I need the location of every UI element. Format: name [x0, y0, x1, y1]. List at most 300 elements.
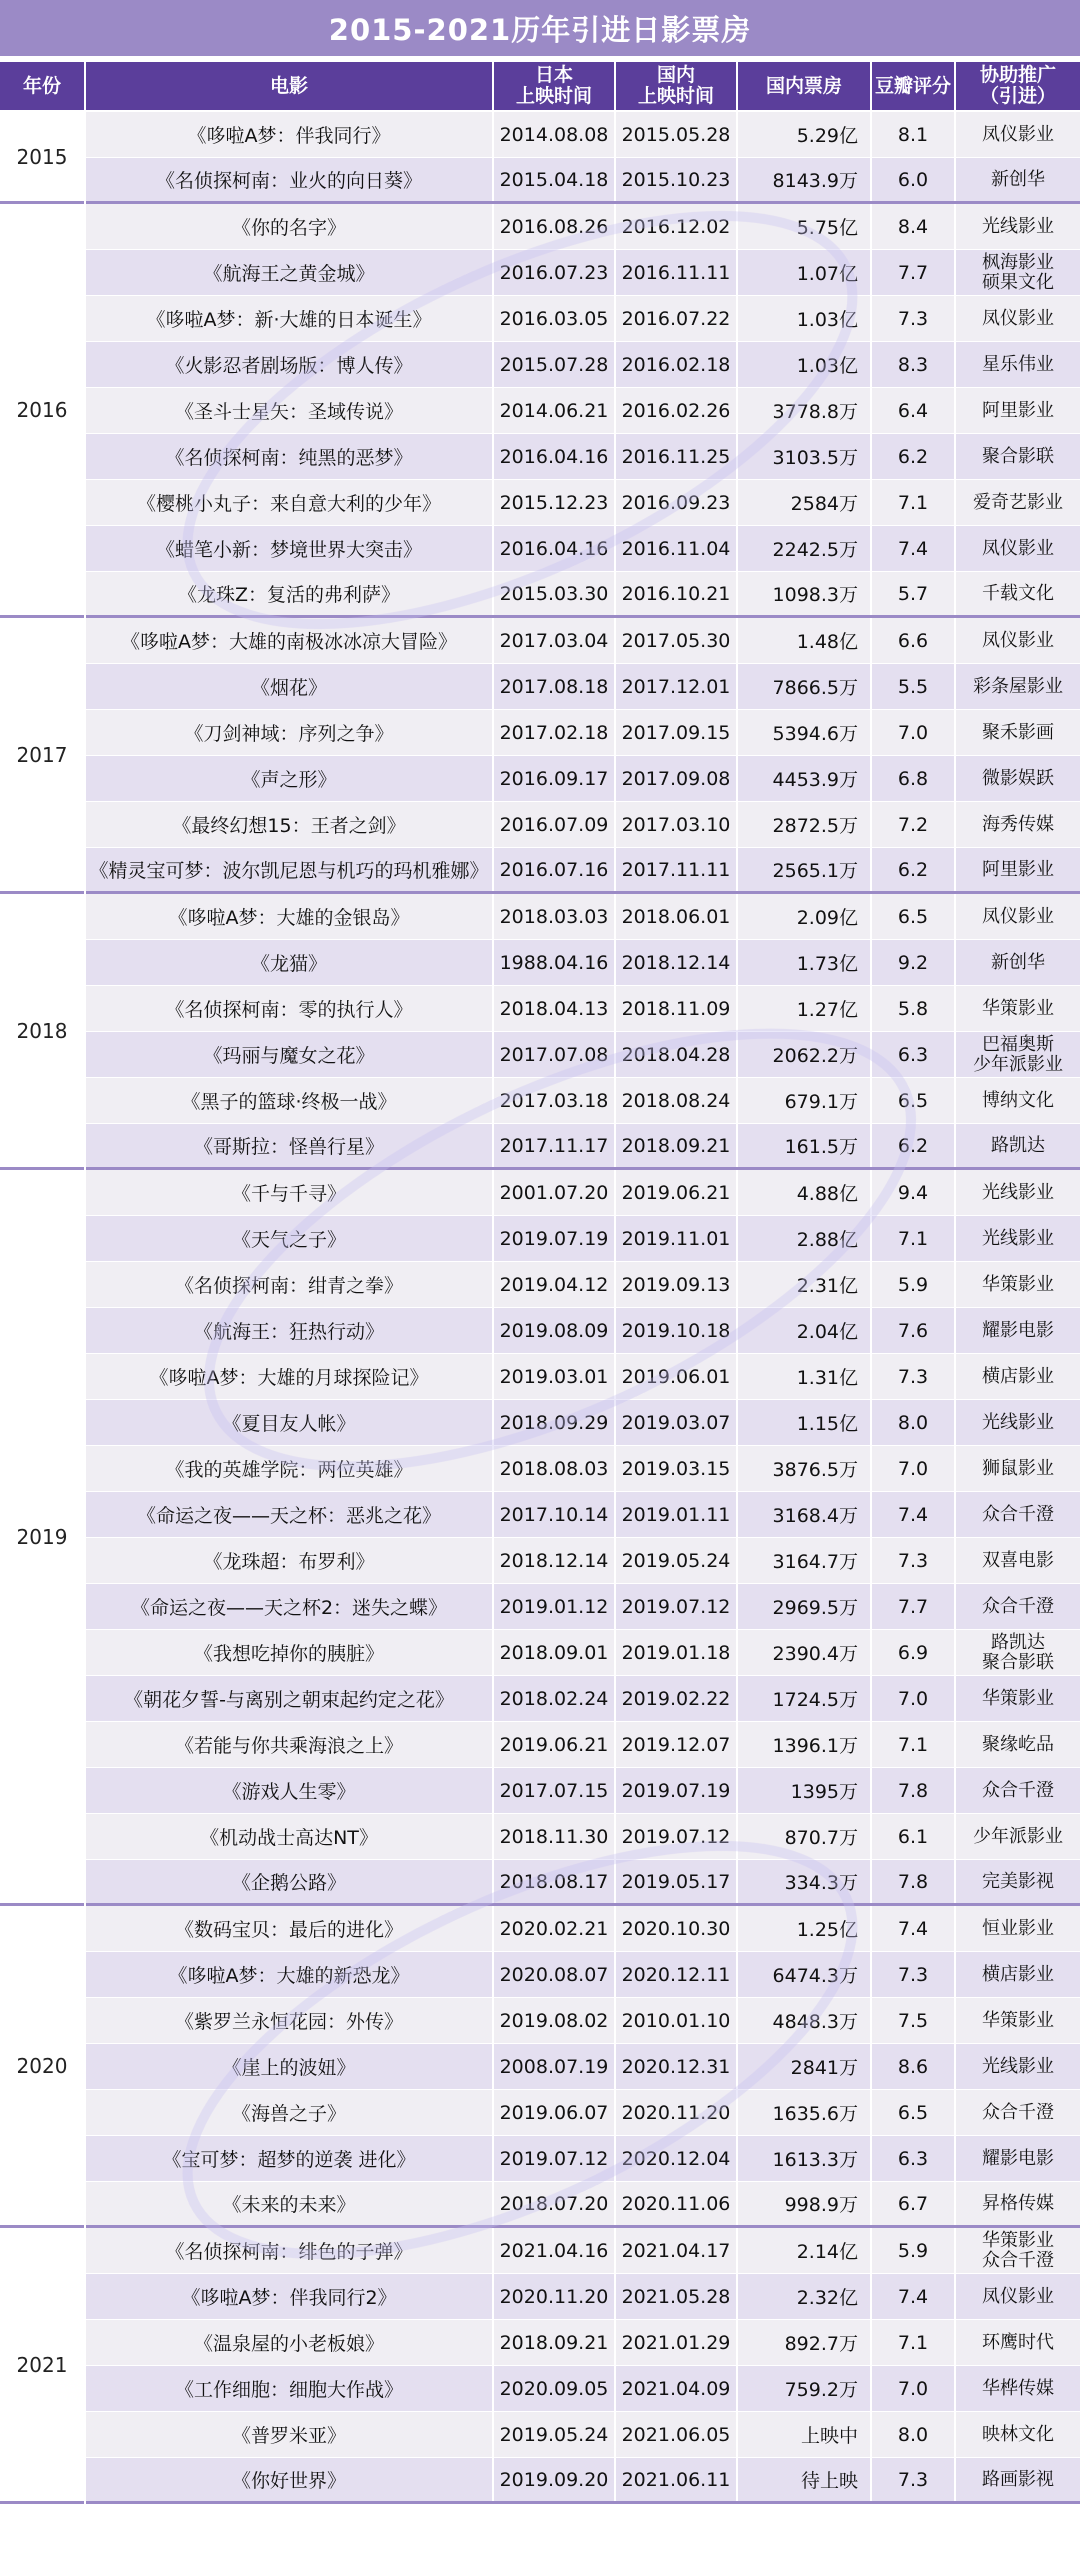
table-row: [86, 1722, 1080, 1768]
distributor: 恒业影业: [982, 1917, 1054, 1939]
douban-score: 6.5: [872, 894, 956, 939]
china-release: 2019.12.07: [616, 1722, 738, 1767]
douban-score: 8.1: [872, 112, 956, 157]
distributor: 横店影业: [982, 1365, 1054, 1387]
box-office: 2.88亿: [738, 1216, 872, 1261]
table-row: [86, 1768, 1080, 1814]
table-header: [0, 62, 1080, 110]
box-office: 1.31亿: [738, 1354, 872, 1399]
japan-release: 2018.09.01: [494, 1630, 616, 1675]
distributor: 海秀传媒: [982, 813, 1054, 835]
film-title: 《宝可梦：超梦的逆袭 进化》: [86, 2136, 494, 2181]
film-title: 《刀剑神域：序列之争》: [86, 710, 494, 755]
table-row: [86, 2320, 1080, 2366]
table-row: [86, 250, 1080, 296]
china-release: 2021.06.11: [616, 2458, 738, 2501]
table-row: [86, 388, 1080, 434]
film-title: 《企鹅公路》: [86, 1860, 494, 1903]
japan-release: 2014.08.08: [494, 112, 616, 157]
distributor: 凤仪影业: [982, 537, 1054, 559]
film-title: 《名侦探柯南：业火的向日葵》: [86, 158, 494, 201]
douban-score: 6.2: [872, 434, 956, 479]
china-release: 2016.11.11: [616, 250, 738, 295]
table-row: [86, 2228, 1080, 2274]
japan-release: 2018.02.24: [494, 1676, 616, 1721]
douban-score: 7.0: [872, 710, 956, 755]
table-row: [86, 710, 1080, 756]
china-release: 2019.07.12: [616, 1584, 738, 1629]
film-title: 《命运之夜——天之杯：恶兆之花》: [86, 1492, 494, 1537]
japan-release: 2018.08.17: [494, 1860, 616, 1903]
table-row: [86, 1676, 1080, 1722]
box-office: 2565.1万: [738, 848, 872, 891]
film-title: 《若能与你共乘海浪之上》: [86, 1722, 494, 1767]
distributor: 昇格传媒: [982, 2192, 1054, 2214]
china-release: 2018.11.09: [616, 986, 738, 1031]
box-office: 3168.4万: [738, 1492, 872, 1537]
japan-release: 2016.04.16: [494, 526, 616, 571]
douban-score: 5.8: [872, 986, 956, 1031]
china-release: 2021.06.05: [616, 2412, 738, 2457]
box-office: 892.7万: [738, 2320, 872, 2365]
distributor: 凤仪影业: [982, 629, 1054, 651]
china-release: 2017.11.11: [616, 848, 738, 891]
table-row: [86, 1584, 1080, 1630]
japan-release: 1988.04.16: [494, 940, 616, 985]
japan-release: 2019.08.02: [494, 1998, 616, 2043]
table-row: [86, 434, 1080, 480]
douban-score: 6.0: [872, 158, 956, 201]
box-office: 3778.8万: [738, 388, 872, 433]
box-office: 998.9万: [738, 2182, 872, 2225]
box-office: 3164.7万: [738, 1538, 872, 1583]
china-release: 2019.11.01: [616, 1216, 738, 1261]
table-row: [86, 1170, 1080, 1216]
distributor: 光线影业: [982, 1181, 1054, 1203]
box-office: 2.32亿: [738, 2274, 872, 2319]
japan-release: 2016.04.16: [494, 434, 616, 479]
box-office: 2062.2万: [738, 1032, 872, 1077]
table-row: [86, 1998, 1080, 2044]
film-title: 《樱桃小丸子：来自意大利的少年》: [86, 480, 494, 525]
film-title: 《哆啦A梦：大雄的月球探险记》: [86, 1354, 494, 1399]
film-title: 《圣斗士星矢：圣域传说》: [86, 388, 494, 433]
table-row: [86, 894, 1080, 940]
film-title: 《龙珠超：布罗利》: [86, 1538, 494, 1583]
table-row: [86, 1952, 1080, 1998]
table-row: [86, 848, 1080, 894]
film-title: 《名侦探柯南：纯黑的恶梦》: [86, 434, 494, 479]
japan-release: 2018.04.13: [494, 986, 616, 1031]
japan-release: 2018.08.03: [494, 1446, 616, 1491]
table-row: [86, 802, 1080, 848]
japan-release: 2019.01.12: [494, 1584, 616, 1629]
table-row: [86, 1538, 1080, 1584]
japan-release: 2016.07.23: [494, 250, 616, 295]
box-office: 870.7万: [738, 1814, 872, 1859]
douban-score: 6.5: [872, 2090, 956, 2135]
box-office: 679.1万: [738, 1078, 872, 1123]
distributor: 华桦传媒: [982, 2377, 1054, 2399]
douban-score: 6.9: [872, 1630, 956, 1675]
japan-release: 2019.05.24: [494, 2412, 616, 2457]
box-office: 1.15亿: [738, 1400, 872, 1445]
japan-release: 2020.09.05: [494, 2366, 616, 2411]
douban-score: 7.4: [872, 2274, 956, 2319]
douban-score: 7.1: [872, 1216, 956, 1261]
table-row: [86, 1492, 1080, 1538]
distributor: 光线影业: [982, 2055, 1054, 2077]
distributor: 完美影视: [982, 1870, 1054, 1892]
douban-score: 7.6: [872, 1308, 956, 1353]
box-office: 1635.6万: [738, 2090, 872, 2135]
film-title: 《声之形》: [86, 756, 494, 801]
distributor: 华策影业 众合千澄: [982, 2229, 1054, 2271]
table-row: [86, 2366, 1080, 2412]
year-label: 2021: [0, 2228, 84, 2504]
china-release: 2021.05.28: [616, 2274, 738, 2319]
table-row: [86, 204, 1080, 250]
distributor: 星乐伟业: [982, 353, 1054, 375]
japan-release: 2015.12.23: [494, 480, 616, 525]
box-office: 3103.5万: [738, 434, 872, 479]
table-row: [86, 342, 1080, 388]
box-office: 2.09亿: [738, 894, 872, 939]
distributor: 博纳文化: [982, 1089, 1054, 1111]
table-row: [86, 1262, 1080, 1308]
film-title: 《名侦探柯南：绯色的子弹》: [86, 2228, 494, 2273]
year-label: 2016: [0, 204, 84, 618]
film-title: 《哥斯拉：怪兽行星》: [86, 1124, 494, 1167]
japan-release: 2018.12.14: [494, 1538, 616, 1583]
distributor: 少年派影业: [973, 1825, 1063, 1847]
table-row: [86, 2182, 1080, 2228]
china-release: 2018.04.28: [616, 1032, 738, 1077]
japan-release: 2017.11.17: [494, 1124, 616, 1167]
douban-score: 7.0: [872, 1446, 956, 1491]
china-release: 2019.07.12: [616, 1814, 738, 1859]
china-release: 2019.09.13: [616, 1262, 738, 1307]
japan-release: 2017.07.08: [494, 1032, 616, 1077]
douban-score: 6.4: [872, 388, 956, 433]
china-release: 2015.10.23: [616, 158, 738, 201]
douban-score: 8.4: [872, 204, 956, 249]
table-row: [86, 2274, 1080, 2320]
japan-release: 2018.11.30: [494, 1814, 616, 1859]
box-office: 1395万: [738, 1768, 872, 1813]
china-release: 2016.11.04: [616, 526, 738, 571]
japan-release: 2001.07.20: [494, 1170, 616, 1215]
box-office: 2584万: [738, 480, 872, 525]
box-office: 2841万: [738, 2044, 872, 2089]
china-release: 2020.12.11: [616, 1952, 738, 1997]
distributor: 华策影业: [982, 997, 1054, 1019]
distributor: 光线影业: [982, 215, 1054, 237]
douban-score: 5.9: [872, 1262, 956, 1307]
box-office: 2969.5万: [738, 1584, 872, 1629]
china-release: 2018.08.24: [616, 1078, 738, 1123]
japan-release: 2019.07.12: [494, 2136, 616, 2181]
china-release: 2019.03.07: [616, 1400, 738, 1445]
china-release: 2017.12.01: [616, 664, 738, 709]
douban-score: 7.8: [872, 1768, 956, 1813]
film-title: 《游戏人生零》: [86, 1768, 494, 1813]
film-title: 《哆啦A梦：大雄的金银岛》: [86, 894, 494, 939]
china-release: 2018.06.01: [616, 894, 738, 939]
douban-score: 8.6: [872, 2044, 956, 2089]
table-row: [86, 2044, 1080, 2090]
box-office: 3876.5万: [738, 1446, 872, 1491]
film-title: 《工作细胞：细胞大作战》: [86, 2366, 494, 2411]
distributor: 枫海影业 硕果文化: [982, 251, 1054, 293]
box-office: 4.88亿: [738, 1170, 872, 1215]
china-release: 2019.06.21: [616, 1170, 738, 1215]
distributor: 众合千澄: [982, 2101, 1054, 2123]
japan-release: 2015.07.28: [494, 342, 616, 387]
distributor: 凤仪影业: [982, 2285, 1054, 2307]
douban-score: 5.7: [872, 572, 956, 615]
table-row: [86, 756, 1080, 802]
japan-release: 2019.09.20: [494, 2458, 616, 2501]
douban-score: 7.3: [872, 296, 956, 341]
japan-release: 2019.03.01: [494, 1354, 616, 1399]
douban-score: 6.2: [872, 1124, 956, 1167]
box-office: 1.03亿: [738, 296, 872, 341]
table-row: [86, 158, 1080, 204]
china-release: 2016.10.21: [616, 572, 738, 615]
distributor: 双喜电影: [982, 1549, 1054, 1571]
film-title: 《我想吃掉你的胰脏》: [86, 1630, 494, 1675]
film-title: 《温泉屋的小老板娘》: [86, 2320, 494, 2365]
douban-score: 6.1: [872, 1814, 956, 1859]
table-row: [86, 296, 1080, 342]
film-title: 《玛丽与魔女之花》: [86, 1032, 494, 1077]
header-box-office: 国内票房: [738, 62, 872, 110]
box-office: 1.27亿: [738, 986, 872, 1031]
douban-score: 9.4: [872, 1170, 956, 1215]
film-title: 《普罗米亚》: [86, 2412, 494, 2457]
film-title: 《龙珠Z：复活的弗利萨》: [86, 572, 494, 615]
film-title: 《海兽之子》: [86, 2090, 494, 2135]
japan-release: 2018.07.20: [494, 2182, 616, 2225]
china-release: 2020.10.30: [616, 1906, 738, 1951]
distributor: 聚禾影画: [982, 721, 1054, 743]
table-row: [86, 1124, 1080, 1170]
table-row: [86, 572, 1080, 618]
box-office: 1.25亿: [738, 1906, 872, 1951]
table-row: [86, 1354, 1080, 1400]
distributor: 横店影业: [982, 1963, 1054, 1985]
china-release: 2010.01.10: [616, 1998, 738, 2043]
distributor: 阿里影业: [982, 858, 1054, 880]
table-row: [86, 526, 1080, 572]
box-office: 5.75亿: [738, 204, 872, 249]
table-row: [86, 1446, 1080, 1492]
distributor: 路画影视: [982, 2468, 1054, 2490]
table-row: [86, 618, 1080, 664]
china-release: 2017.03.10: [616, 802, 738, 847]
douban-score: 6.2: [872, 848, 956, 891]
box-office: 1.73亿: [738, 940, 872, 985]
china-release: 2019.01.11: [616, 1492, 738, 1537]
china-release: 2015.05.28: [616, 112, 738, 157]
douban-score: 9.2: [872, 940, 956, 985]
japan-release: 2018.03.03: [494, 894, 616, 939]
header-china-release: 国内 上映时间: [616, 62, 738, 110]
film-title: 《航海王之黄金城》: [86, 250, 494, 295]
box-office: 待上映: [738, 2458, 872, 2501]
japan-release: 2016.03.05: [494, 296, 616, 341]
header-douban-score: 豆瓣评分: [872, 62, 956, 110]
film-title: 《夏目友人帐》: [86, 1400, 494, 1445]
film-title: 《哆啦A梦：伴我同行2》: [86, 2274, 494, 2319]
china-release: 2016.12.02: [616, 204, 738, 249]
box-office: 1613.3万: [738, 2136, 872, 2181]
table-row: [86, 1400, 1080, 1446]
film-title: 《紫罗兰永恒花园：外传》: [86, 1998, 494, 2043]
year-label: 2020: [0, 1906, 84, 2228]
box-office: 7866.5万: [738, 664, 872, 709]
distributor: 新创华: [991, 168, 1045, 190]
japan-release: 2021.04.16: [494, 2228, 616, 2273]
china-release: 2019.06.01: [616, 1354, 738, 1399]
japan-release: 2020.02.21: [494, 1906, 616, 1951]
japan-release: 2018.09.21: [494, 2320, 616, 2365]
douban-score: 7.1: [872, 2320, 956, 2365]
japan-release: 2017.03.18: [494, 1078, 616, 1123]
japan-release: 2019.06.21: [494, 1722, 616, 1767]
douban-score: 6.3: [872, 2136, 956, 2181]
china-release: 2016.07.22: [616, 296, 738, 341]
douban-score: 7.1: [872, 480, 956, 525]
table-row: [86, 2090, 1080, 2136]
table-row: [86, 2412, 1080, 2458]
film-title: 《数码宝贝：最后的进化》: [86, 1906, 494, 1951]
film-title: 《我的英雄学院：两位英雄》: [86, 1446, 494, 1491]
douban-score: 7.8: [872, 1860, 956, 1903]
distributor: 凤仪影业: [982, 123, 1054, 145]
distributor: 光线影业: [982, 1411, 1054, 1433]
box-office: 1.03亿: [738, 342, 872, 387]
douban-score: 7.7: [872, 250, 956, 295]
douban-score: 8.0: [872, 2412, 956, 2457]
japan-release: 2008.07.19: [494, 2044, 616, 2089]
table-row: [86, 986, 1080, 1032]
china-release: 2020.11.20: [616, 2090, 738, 2135]
china-release: 2016.02.26: [616, 388, 738, 433]
table-row: [86, 480, 1080, 526]
film-title: 《精灵宝可梦：波尔凯尼恩与机巧的玛机雅娜》: [86, 848, 494, 891]
china-release: 2019.07.19: [616, 1768, 738, 1813]
douban-score: 7.5: [872, 1998, 956, 2043]
distributor: 凤仪影业: [982, 905, 1054, 927]
distributor: 华策影业: [982, 2009, 1054, 2031]
box-office: 8143.9万: [738, 158, 872, 201]
japan-release: 2016.09.17: [494, 756, 616, 801]
header-japan-release: 日本 上映时间: [494, 62, 616, 110]
distributor: 华策影业: [982, 1687, 1054, 1709]
header-distributor: 协助推广 （引进）: [956, 62, 1080, 110]
table-row: [86, 112, 1080, 158]
distributor: 环鹰时代: [982, 2331, 1054, 2353]
film-title: 《龙猫》: [86, 940, 494, 985]
distributor: 巴福奥斯 少年派影业: [973, 1033, 1063, 1075]
china-release: 2019.05.17: [616, 1860, 738, 1903]
japan-release: 2014.06.21: [494, 388, 616, 433]
film-title: 《千与千寻》: [86, 1170, 494, 1215]
film-title: 《未来的未来》: [86, 2182, 494, 2225]
distributor: 微影娱跃: [982, 767, 1054, 789]
film-title: 《朝花夕誓-与离别之朝束起约定之花》: [86, 1676, 494, 1721]
distributor: 众合千澄: [982, 1503, 1054, 1525]
china-release: 2020.12.31: [616, 2044, 738, 2089]
table-row: [86, 1032, 1080, 1078]
box-office: 2872.5万: [738, 802, 872, 847]
china-release: 2020.11.06: [616, 2182, 738, 2225]
china-release: 2021.04.09: [616, 2366, 738, 2411]
year-label: 2019: [0, 1170, 84, 1906]
box-office: 5.29亿: [738, 112, 872, 157]
box-office: 161.5万: [738, 1124, 872, 1167]
china-release: 2019.10.18: [616, 1308, 738, 1353]
japan-release: 2020.08.07: [494, 1952, 616, 1997]
douban-score: 5.5: [872, 664, 956, 709]
china-release: 2016.09.23: [616, 480, 738, 525]
box-office: 6474.3万: [738, 1952, 872, 1997]
box-office: 5394.6万: [738, 710, 872, 755]
distributor: 众合千澄: [982, 1595, 1054, 1617]
box-office: 1724.5万: [738, 1676, 872, 1721]
distributor: 千载文化: [982, 582, 1054, 604]
distributor: 光线影业: [982, 1227, 1054, 1249]
douban-score: 8.3: [872, 342, 956, 387]
china-release: 2020.12.04: [616, 2136, 738, 2181]
japan-release: 2020.11.20: [494, 2274, 616, 2319]
japan-release: 2017.03.04: [494, 618, 616, 663]
film-title: 《航海王：狂热行动》: [86, 1308, 494, 1353]
douban-score: 6.8: [872, 756, 956, 801]
distributor: 耀影电影: [982, 2147, 1054, 2169]
china-release: 2021.01.29: [616, 2320, 738, 2365]
film-title: 《名侦探柯南：零的执行人》: [86, 986, 494, 1031]
japan-release: 2017.07.15: [494, 1768, 616, 1813]
china-release: 2017.09.15: [616, 710, 738, 755]
japan-release: 2016.08.26: [494, 204, 616, 249]
japan-release: 2019.07.19: [494, 1216, 616, 1261]
distributor: 狮鼠影业: [982, 1457, 1054, 1479]
china-release: 2017.05.30: [616, 618, 738, 663]
header-film: 电影: [86, 62, 494, 110]
box-office: 上映中: [738, 2412, 872, 2457]
box-office: 4453.9万: [738, 756, 872, 801]
douban-score: 7.4: [872, 526, 956, 571]
header-year: 年份: [0, 62, 86, 110]
box-office: 2242.5万: [738, 526, 872, 571]
distributor: 聚缘屹品: [982, 1733, 1054, 1755]
china-release: 2018.09.21: [616, 1124, 738, 1167]
film-title: 《哆啦A梦：大雄的新恐龙》: [86, 1952, 494, 1997]
japan-release: 2017.08.18: [494, 664, 616, 709]
film-title: 《机动战士高达NT》: [86, 1814, 494, 1859]
film-title: 《最终幻想15：王者之剑》: [86, 802, 494, 847]
japan-release: 2016.07.16: [494, 848, 616, 891]
table-row: [86, 2458, 1080, 2504]
china-release: 2019.05.24: [616, 1538, 738, 1583]
table-row: [86, 1860, 1080, 1906]
distributor: 彩条屋影业: [973, 675, 1063, 697]
japan-release: 2016.07.09: [494, 802, 616, 847]
douban-score: 7.0: [872, 1676, 956, 1721]
